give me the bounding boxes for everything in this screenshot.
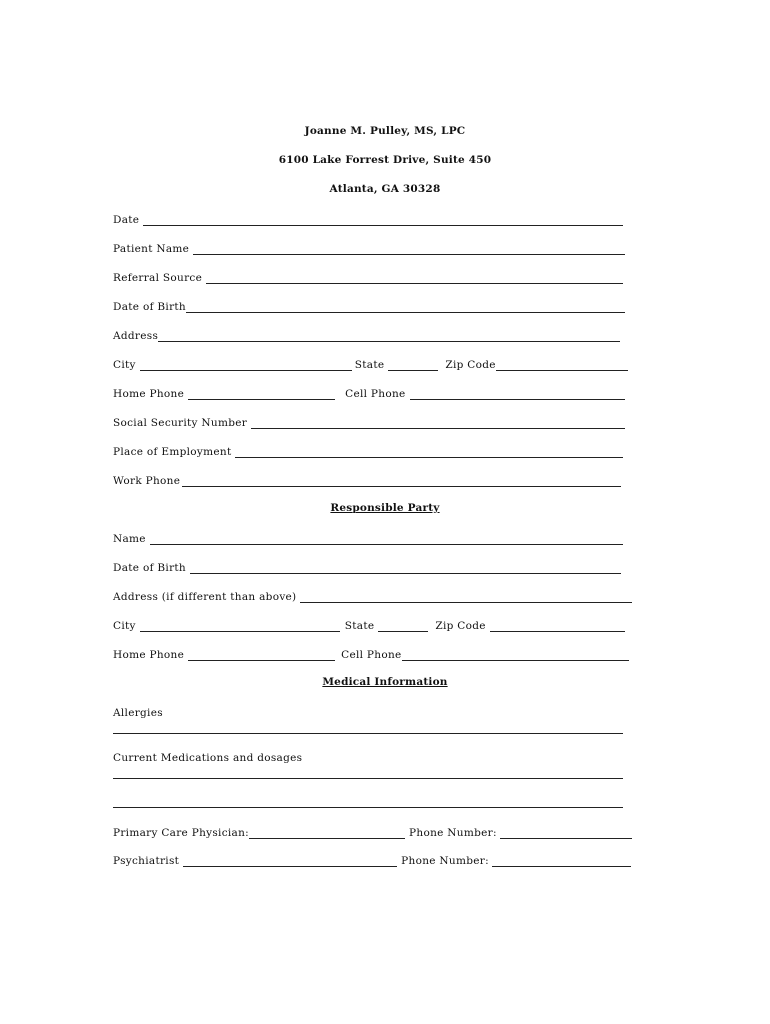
- practice-city-state-zip: Atlanta, GA 30328: [329, 183, 441, 195]
- rp-city-field[interactable]: [140, 619, 340, 632]
- state-label: State: [354, 359, 385, 371]
- rp-phones-row: [113, 647, 629, 661]
- date-of-birth-row: [113, 299, 625, 313]
- primary-care-phone-label: Phone Number:: [409, 827, 497, 839]
- rp-cell-phone-field[interactable]: [402, 648, 629, 661]
- date-of-birth-field[interactable]: [186, 300, 625, 313]
- rp-date-of-birth-row: [113, 560, 621, 574]
- practice-street-address: 6100 Lake Forrest Drive, Suite 450: [278, 154, 492, 166]
- primary-care-label: Primary Care Physician:: [113, 827, 250, 839]
- referral-source-label: Referral Source: [113, 272, 203, 284]
- rp-date-of-birth-label: Date of Birth: [113, 562, 186, 574]
- allergies-row: [113, 705, 633, 719]
- zip-code-label: Zip Code: [445, 359, 496, 371]
- city-field[interactable]: [140, 358, 352, 371]
- work-phone-field[interactable]: [182, 474, 621, 487]
- cell-phone-field[interactable]: [410, 387, 625, 400]
- city-state-zip-row: [113, 357, 628, 371]
- rp-address-label: Address (if different than above): [113, 591, 297, 603]
- allergies-label: Allergies: [113, 707, 163, 719]
- rp-cell-phone-label: Cell Phone: [341, 649, 402, 661]
- medications-row: [113, 750, 633, 764]
- patient-name-field[interactable]: [193, 242, 625, 255]
- zip-code-field[interactable]: [496, 358, 628, 371]
- primary-care-field[interactable]: [249, 826, 405, 839]
- rp-city-state-zip-row: [113, 618, 625, 632]
- rp-state-label: State: [344, 620, 375, 632]
- primary-care-row: [113, 825, 632, 839]
- rp-name-field[interactable]: [150, 532, 623, 545]
- work-phone-row: [113, 473, 621, 487]
- phones-row: [113, 386, 625, 400]
- rp-address-field[interactable]: [300, 590, 632, 603]
- home-phone-field[interactable]: [188, 387, 335, 400]
- city-label: City: [113, 359, 136, 371]
- practitioner-name: Joanne M. Pulley, MS, LPC: [304, 125, 466, 137]
- ssn-field[interactable]: [251, 416, 625, 429]
- ssn-row: [113, 415, 625, 429]
- rp-zip-code-field[interactable]: [490, 619, 625, 632]
- address-label: Address: [113, 330, 159, 342]
- date-row: [113, 212, 623, 226]
- place-of-employment-field[interactable]: [235, 445, 623, 458]
- date-label: Date: [113, 214, 140, 226]
- medications-label: Current Medications and dosages: [113, 752, 303, 764]
- referral-source-field[interactable]: [206, 271, 623, 284]
- patient-name-label: Patient Name: [113, 243, 190, 255]
- rp-city-label: City: [113, 620, 136, 632]
- medical-information-heading: Medical Information: [322, 676, 448, 688]
- psychiatrist-phone-label: Phone Number:: [401, 855, 489, 867]
- cell-phone-label: Cell Phone: [345, 388, 406, 400]
- allergies-field[interactable]: [113, 733, 623, 734]
- responsible-party-heading: Responsible Party: [330, 502, 440, 514]
- place-of-employment-label: Place of Employment: [113, 446, 232, 458]
- rp-home-phone-field[interactable]: [188, 648, 335, 661]
- rp-state-field[interactable]: [378, 619, 428, 632]
- referral-source-row: [113, 270, 623, 284]
- rp-address-row: [113, 589, 632, 603]
- work-phone-label: Work Phone: [113, 475, 181, 487]
- date-of-birth-label: Date of Birth: [113, 301, 186, 313]
- medications-field-line-1[interactable]: [113, 778, 623, 779]
- employment-row: [113, 444, 623, 458]
- psychiatrist-phone-field[interactable]: [492, 854, 631, 867]
- rp-name-row: [113, 531, 623, 545]
- ssn-label: Social Security Number: [113, 417, 248, 429]
- medications-field-line-2[interactable]: [113, 807, 623, 808]
- patient-name-row: [113, 241, 625, 255]
- rp-zip-code-label: Zip Code: [435, 620, 486, 632]
- rp-name-label: Name: [113, 533, 146, 545]
- state-field[interactable]: [388, 358, 438, 371]
- date-field[interactable]: [143, 213, 623, 226]
- psychiatrist-label: Psychiatrist: [113, 855, 180, 867]
- rp-home-phone-label: Home Phone: [113, 649, 185, 661]
- home-phone-label: Home Phone: [113, 388, 185, 400]
- address-field[interactable]: [158, 329, 620, 342]
- primary-care-phone-field[interactable]: [500, 826, 632, 839]
- rp-date-of-birth-field[interactable]: [190, 561, 621, 574]
- psychiatrist-row: [113, 853, 631, 867]
- psychiatrist-field[interactable]: [183, 854, 397, 867]
- address-row: [113, 328, 620, 342]
